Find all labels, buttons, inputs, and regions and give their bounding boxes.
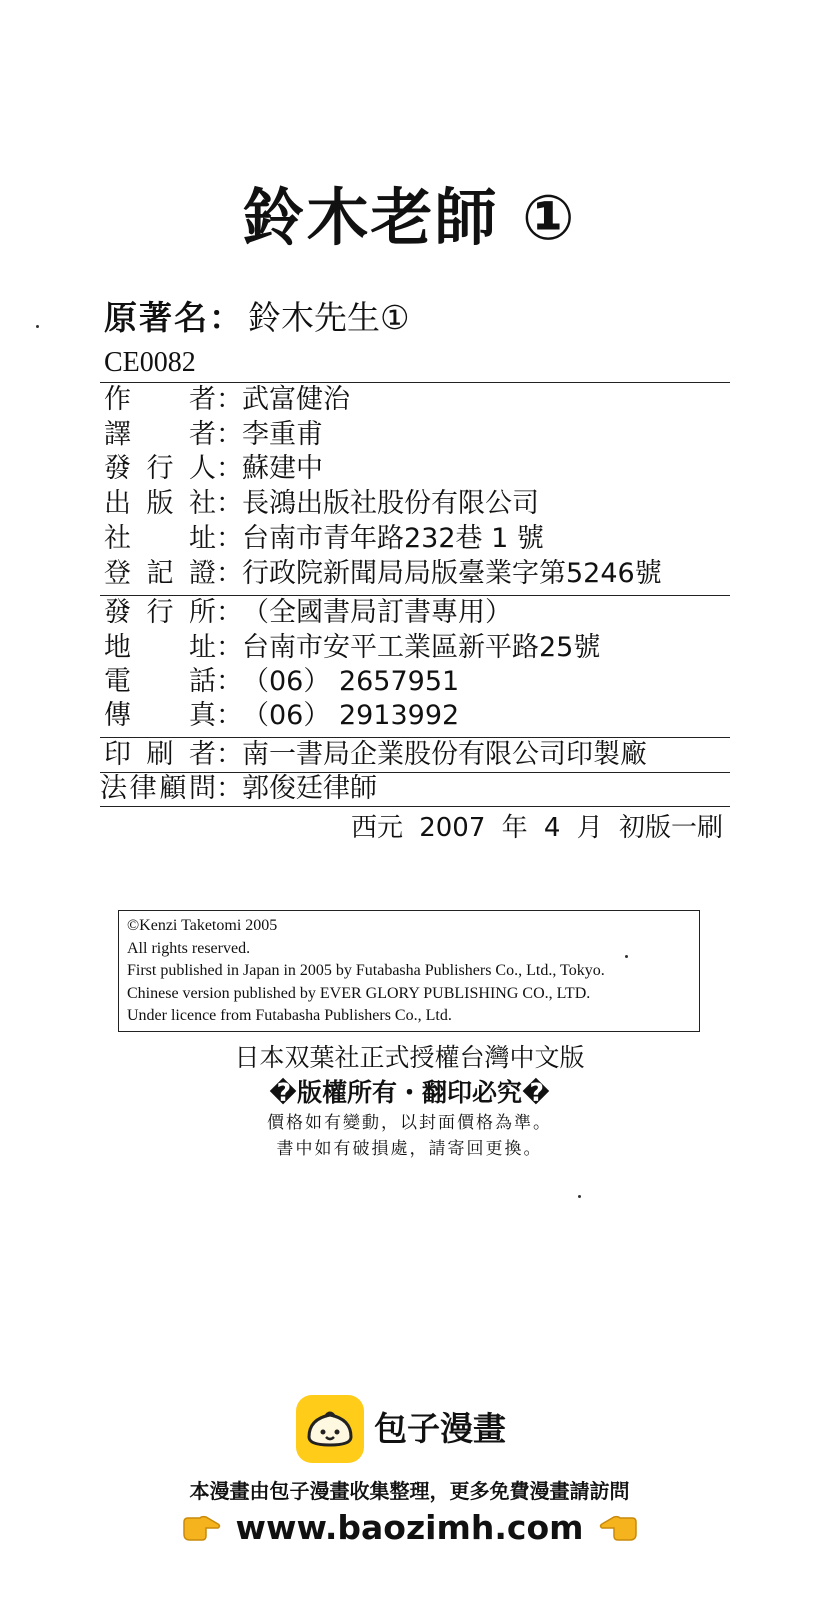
credit-value: 蘇建中 — [242, 453, 323, 484]
scan-speck — [578, 1195, 581, 1198]
dist-value: （全國書局訂書專用） — [242, 597, 512, 628]
credit-label: 譯 者 — [104, 419, 216, 450]
site-url-link[interactable]: www.baozimh.com — [235, 1508, 584, 1547]
dist-row-office: 發 行 所 ： （全國書局訂書專用） — [104, 597, 512, 628]
dist-row-fax: 傳 真 ： （06） 2913992 — [104, 700, 460, 731]
printer-value: 南一書局企業股份有限公司印製廠 — [242, 739, 647, 770]
credit-row-address: 社 址 ： 台南市青年路232巷 1 號 — [104, 523, 544, 554]
pointing-right-hand-icon — [182, 1514, 222, 1542]
dist-label: 地 址 — [104, 632, 216, 663]
legal-row: 法 律 顧 問 ： 郭俊廷律師 — [100, 773, 377, 804]
price-notice: 價格如有變動，以封面價格為準。 — [267, 1113, 552, 1133]
copyright-line: First published in Japan in 2005 by Futabasha Publishers Co., Ltd., Tokyo. — [127, 962, 605, 979]
catalog-code: CE0082 — [104, 347, 196, 378]
url-row — [0, 1506, 819, 1550]
original-title-label: 原著名： — [104, 298, 244, 337]
credit-label: 作 者 — [104, 384, 216, 415]
credit-row-registration: 登 記 證 ： 行政院新聞局局版臺業字第5246號 — [104, 558, 662, 589]
credit-label: 發 行 人 — [104, 453, 216, 484]
baozi-bun-icon — [296, 1395, 364, 1463]
dist-row-address: 地 址 ： 台南市安平工業區新平路25號 — [104, 632, 601, 663]
credit-label: 登 記 證 — [104, 558, 216, 589]
scan-speck — [36, 325, 39, 328]
credit-label: 社 址 — [104, 523, 216, 554]
printer-row: 印 刷 者 ： 南一書局企業股份有限公司印製廠 — [104, 739, 647, 770]
damage-notice: 書中如有破損處，請寄回更換。 — [276, 1139, 543, 1159]
credit-row-publisher-person: 發 行 人 ： 蘇建中 — [104, 453, 323, 484]
dist-label: 發 行 所 — [104, 597, 216, 628]
credit-value: 武富健治 — [242, 384, 350, 415]
divider — [100, 806, 730, 807]
pointing-left-hand-icon — [598, 1514, 638, 1542]
dist-label: 傳 真 — [104, 700, 216, 731]
original-title-value: 鈴木先生① — [248, 298, 410, 337]
credit-row-publisher: 出 版 社 ： 長鴻出版社股份有限公司 — [104, 488, 539, 519]
promo-text: 本漫畫由包子漫畫收集整理，更多免費漫畫請訪問 — [189, 1479, 630, 1503]
dist-label: 電 話 — [104, 666, 216, 697]
original-title — [104, 293, 410, 343]
edition-date: 西元 2007 年 4 月 初版一刷 — [350, 813, 723, 843]
credit-value: 行政院新聞局局版臺業字第5246號 — [242, 558, 662, 589]
credit-value: 李重甫 — [242, 419, 323, 450]
license-notice: 日本双葉社正式授權台灣中文版 — [234, 1043, 585, 1072]
credit-label: 出 版 社 — [104, 488, 216, 519]
printer-label: 印 刷 者 — [104, 739, 216, 770]
dist-value: （06） 2657951 — [242, 666, 460, 697]
copyright-line: All rights reserved. — [127, 939, 251, 957]
credit-value: 長鴻出版社股份有限公司 — [242, 488, 539, 519]
rights-notice: �版權所有・翻印必究� — [269, 1078, 550, 1107]
copyright-line: ©Kenzi Taketomi 2005 — [127, 917, 278, 934]
credit-value: 台南市青年路232巷 1 號 — [242, 523, 544, 554]
credit-row-translator: 譯 者 ： 李重甫 — [104, 419, 323, 450]
dist-value: 台南市安平工業區新平路25號 — [242, 632, 601, 663]
baozi-brand[interactable] — [296, 1395, 506, 1463]
scan-speck — [625, 955, 628, 958]
page-title: 鈴木老師 ① — [242, 181, 577, 254]
legal-label: 法 律 顧 問 — [100, 773, 216, 804]
dist-value: （06） 2913992 — [242, 700, 460, 731]
dist-row-phone: 電 話 ： （06） 2657951 — [104, 666, 460, 697]
copyright-line: Under licence from Futabasha Publishers Co., Ltd. — [127, 1007, 452, 1024]
copyright-box — [118, 910, 700, 1032]
legal-value: 郭俊廷律師 — [242, 773, 377, 804]
credit-row-author: 作 者 ： 武富健治 — [104, 384, 350, 415]
brand-name: 包子漫畫 — [374, 1409, 506, 1448]
copyright-line: Chinese version published by EVER GLORY PUBLISHING CO., LTD. — [127, 984, 591, 1002]
